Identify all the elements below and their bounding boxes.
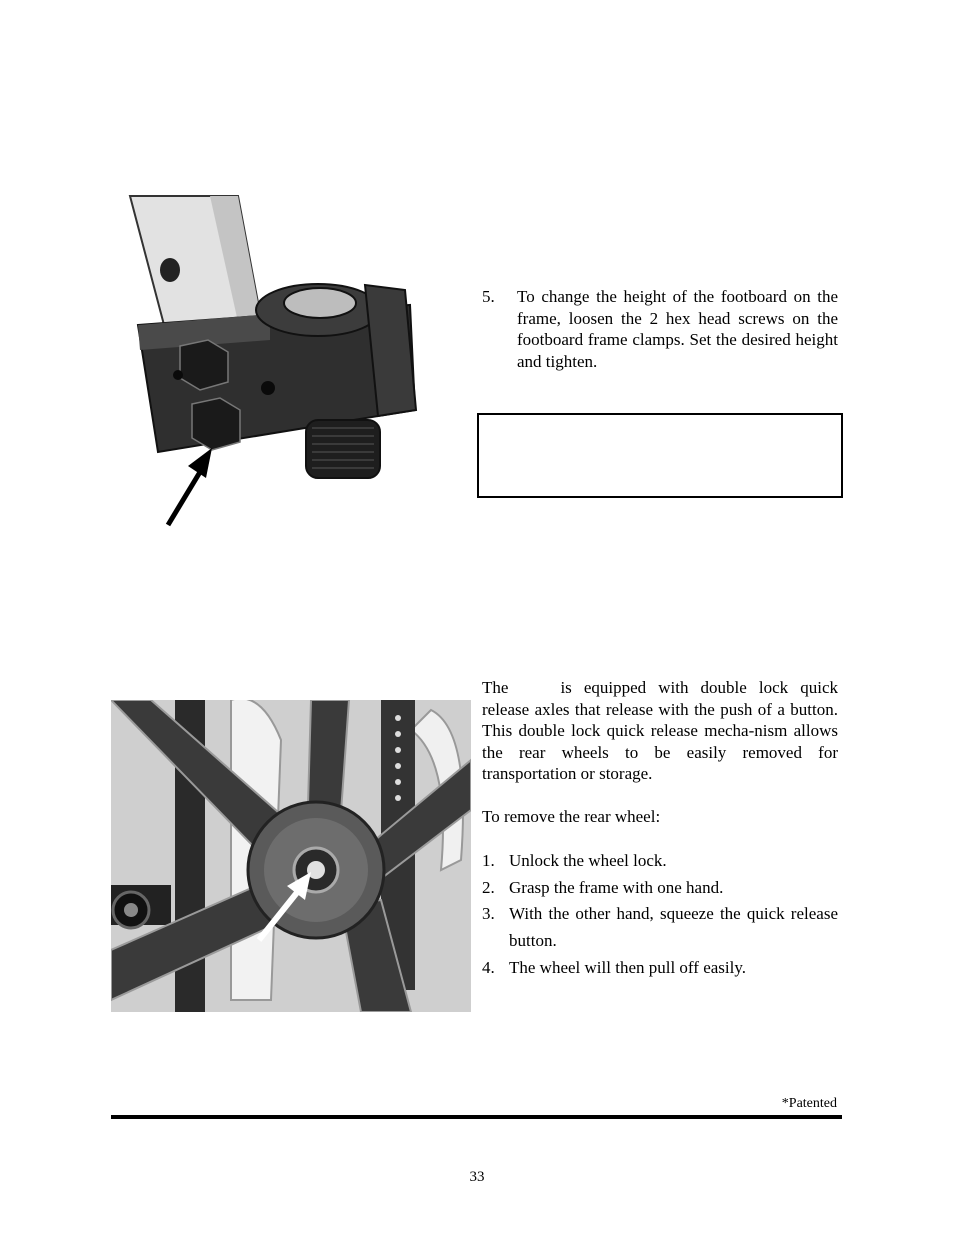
intro-text: is equipped with double lock quick release axles that release with the push of a button. This double lock quick release mecha-nism allows the rear wheels to be easily removed for transportation or storage.: [482, 678, 838, 783]
step-text: The wheel will then pull off easily.: [509, 958, 746, 977]
page-number: 33: [469, 1169, 485, 1185]
step-number: 3.: [482, 904, 495, 923]
step-number: 5.: [482, 287, 495, 306]
footer-rule: [111, 1115, 842, 1119]
step-number: 2.: [482, 878, 495, 897]
rear-wheel-axle-illustration: [111, 700, 471, 1012]
remove-step-4: [482, 955, 838, 982]
remove-wheel-heading: To remove the rear wheel:: [482, 807, 661, 826]
intro-prefix: The: [482, 678, 509, 697]
step-text: With the other hand, squeeze the quick release button.: [509, 904, 838, 950]
step-number: 4.: [482, 958, 495, 977]
step-text: To change the height of the footboard on the frame, loosen the 2 hex head screws on the footboard frame clamps. Set the desired height and tighten.: [517, 287, 838, 371]
step-number: 1.: [482, 851, 495, 870]
step-text: Unlock the wheel lock.: [509, 851, 667, 870]
footboard-clamp-illustration: [120, 190, 430, 530]
remove-step-3: [482, 901, 838, 954]
step-text: Grasp the frame with one hand.: [509, 878, 724, 897]
remove-step-1: [482, 848, 838, 875]
rear-wheel-intro: [482, 677, 838, 785]
patent-note: *Patented: [781, 1096, 837, 1111]
remove-step-2: [482, 875, 838, 902]
note-box: [477, 413, 843, 498]
instruction-step-5: [482, 286, 838, 372]
